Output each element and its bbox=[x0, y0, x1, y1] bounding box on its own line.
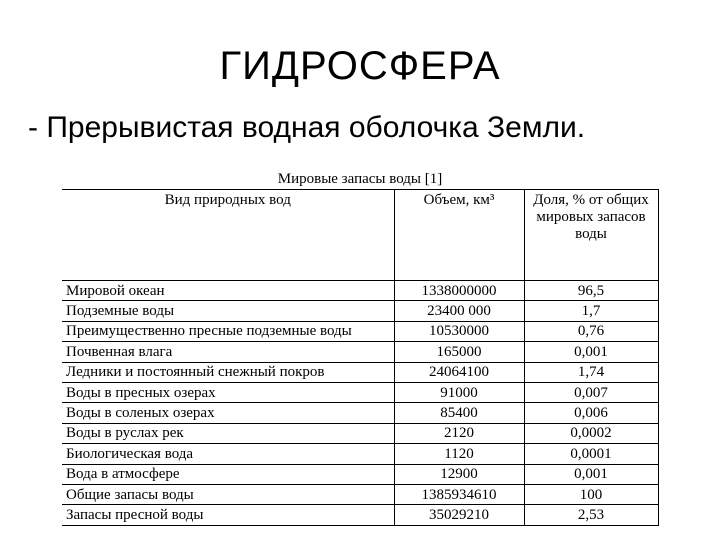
table-row bbox=[62, 321, 658, 341]
header-volume: Объем, км³ bbox=[394, 190, 524, 281]
cell-share: 0,0002 bbox=[524, 423, 658, 443]
table-row bbox=[62, 342, 658, 362]
table-row bbox=[62, 362, 658, 382]
cell-share: 0,006 bbox=[524, 403, 658, 423]
cell-name: Почвенная влага bbox=[62, 342, 394, 362]
cell-volume: 12900 bbox=[394, 464, 524, 484]
table-row bbox=[62, 382, 658, 402]
table-row bbox=[62, 301, 658, 321]
cell-volume: 1338000000 bbox=[394, 281, 524, 301]
cell-name: Ледники и постоянный снежный покров bbox=[62, 362, 394, 382]
cell-share: 1,7 bbox=[524, 301, 658, 321]
page-subtitle: - Прерывистая водная оболочка Земли. bbox=[28, 111, 586, 144]
water-reserves-table bbox=[62, 189, 659, 526]
cell-volume: 165000 bbox=[394, 342, 524, 362]
cell-name: Воды в руслах рек bbox=[62, 423, 394, 443]
cell-name: Мировой океан bbox=[62, 281, 394, 301]
cell-name: Воды в пресных озерах bbox=[62, 382, 394, 402]
cell-share: 0,76 bbox=[524, 321, 658, 341]
table-row bbox=[62, 403, 658, 423]
cell-name: Воды в соленых озерах bbox=[62, 403, 394, 423]
table-row bbox=[62, 484, 658, 504]
cell-share: 0,001 bbox=[524, 342, 658, 362]
page-title: ГИДРОСФЕРА bbox=[219, 44, 501, 88]
cell-share: 100 bbox=[524, 484, 658, 504]
table-row bbox=[62, 444, 658, 464]
cell-volume: 1385934610 bbox=[394, 484, 524, 504]
table-header-row bbox=[62, 190, 658, 281]
cell-name: Подземные воды bbox=[62, 301, 394, 321]
cell-name: Преимущественно пресные подземные воды bbox=[62, 321, 394, 341]
cell-name: Общие запасы воды bbox=[62, 484, 394, 504]
cell-volume: 91000 bbox=[394, 382, 524, 402]
table-row bbox=[62, 464, 658, 484]
cell-share: 96,5 bbox=[524, 281, 658, 301]
cell-share: 0,007 bbox=[524, 382, 658, 402]
cell-volume: 1120 bbox=[394, 444, 524, 464]
table-row bbox=[62, 505, 658, 525]
cell-volume: 23400 000 bbox=[394, 301, 524, 321]
cell-volume: 85400 bbox=[394, 403, 524, 423]
table-row bbox=[62, 281, 658, 301]
header-type: Вид природных вод bbox=[62, 190, 394, 281]
cell-volume: 2120 bbox=[394, 423, 524, 443]
cell-share: 1,74 bbox=[524, 362, 658, 382]
cell-name: Биологическая вода bbox=[62, 444, 394, 464]
header-share: Доля, % от общих мировых запасов воды bbox=[524, 190, 658, 281]
cell-name: Вода в атмосфере bbox=[62, 464, 394, 484]
cell-share: 0,001 bbox=[524, 464, 658, 484]
table-row bbox=[62, 423, 658, 443]
cell-name: Запасы пресной воды bbox=[62, 505, 394, 525]
cell-volume: 10530000 bbox=[394, 321, 524, 341]
table-caption: Мировые запасы воды [1] bbox=[277, 171, 443, 187]
cell-share: 0,0001 bbox=[524, 444, 658, 464]
cell-share: 2,53 bbox=[524, 505, 658, 525]
cell-volume: 24064100 bbox=[394, 362, 524, 382]
cell-volume: 35029210 bbox=[394, 505, 524, 525]
